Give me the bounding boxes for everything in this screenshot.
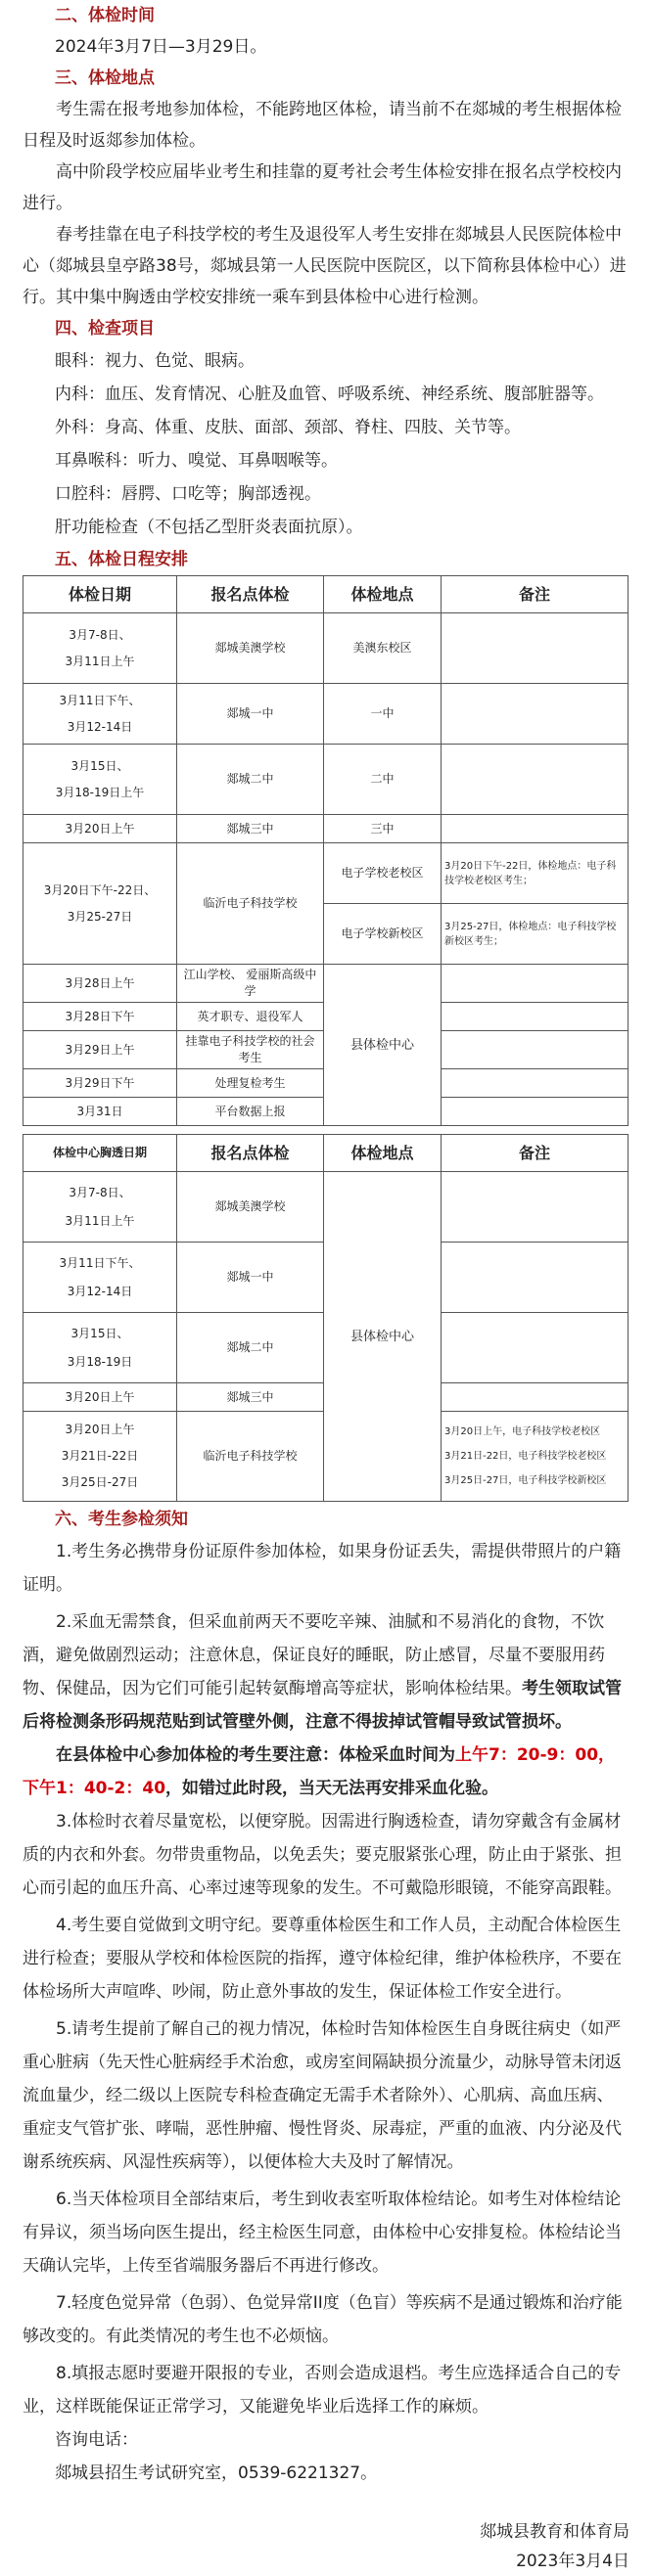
row-note (442, 815, 629, 843)
header-note: 备注 (442, 576, 629, 613)
section-title-schedule: 五、体检日程安排 (55, 550, 188, 569)
row-place: 电子学校老校区 (324, 843, 442, 904)
section-title-time: 二、体检时间 (55, 6, 155, 25)
location-paragraph-1: 考生需在报考地参加体检，不能跨地区体检，请当前不在郯城的考生根据体检日程及时返郯参加体检。 (23, 100, 622, 151)
row-note: 3月20日上午，电子科技学校老校区 3月21日-22日，电子科技学校老校区 3月25日-27日，电子科技学校新校区 (442, 1412, 629, 1502)
row-note (442, 1098, 629, 1126)
row-school: 郯城美澳学校 (177, 1172, 324, 1243)
row-date: 3月7-8日、 3月11日上午 (23, 613, 177, 684)
notice-8: 8.填报志愿时要避开限报的专业，否则会造成退档。考生应选择适合自己的专业，这样既能保证正常学习，又能避免毕业后选择工作的麻烦。 (23, 2364, 622, 2417)
footer-date: 2023年3月4日 (516, 2552, 629, 2571)
header-place: 体检地点 (324, 1135, 442, 1172)
row-place: 三中 (324, 815, 442, 843)
header-xray-date: 体检中心胸透日期 (23, 1135, 177, 1172)
row-date: 3月29日上午 (23, 1031, 177, 1069)
row-school: 郯城二中 (177, 1313, 324, 1383)
row-date: 3月11日下午、 3月12-14日 (23, 684, 177, 745)
table-row (23, 1172, 629, 1243)
notice-2-blood-time: 在县体检中心参加体检的考生要注意：体检采血时间为上午7：20-9：00，下午1：40-2：40，如错过此时段，当天无法再安排采血化验。 (23, 1745, 616, 1798)
table-row (23, 745, 629, 815)
table-row (23, 843, 629, 904)
row-date: 3月7-8日、 3月11日上午 (23, 1172, 177, 1243)
location-paragraph-2: 高中阶段学校应届毕业考生和挂靠的夏考社会考生体检安排在报名点学校校内进行。 (23, 162, 622, 213)
row-school: 郯城三中 (177, 1383, 324, 1412)
header-place: 体检地点 (324, 576, 442, 613)
row-school: 郯城二中 (177, 745, 324, 815)
notice-7: 7.轻度色觉异常（色弱）、色觉异常II度（色盲）等疾病不是通过锻炼和治疗能够改变的。有此类情况的考生也不必烦恼。 (23, 2293, 623, 2346)
section-title-location: 三、体检地点 (55, 68, 155, 88)
row-school: 处理复检考生 (177, 1069, 324, 1098)
row-date: 3月20日上午 (23, 1383, 177, 1412)
row-note (442, 1003, 629, 1031)
consult-phone: 郯城县招生考试研究室，0539-6221327。 (55, 2463, 378, 2483)
row-note (442, 965, 629, 1003)
row-place: 一中 (324, 684, 442, 745)
row-date: 3月11日下午、 3月12-14日 (23, 1243, 177, 1313)
row-date: 3月15日、 3月18-19日上午 (23, 745, 177, 815)
exam-time-text: 2024年3月7日—3月29日。 (55, 37, 267, 57)
header-note: 备注 (442, 1135, 629, 1172)
check-item-surgery: 外科：身高、体重、皮肤、面部、颈部、脊柱、四肢、关节等。 (55, 418, 521, 437)
notice-1: 1.考生务必携带身份证原件参加体检，如果身份证丢失，需提供带照片的户籍证明。 (23, 1542, 622, 1595)
row-date: 3月29日下午 (23, 1069, 177, 1098)
header-school: 报名点体检 (177, 576, 324, 613)
row-date: 3月31日 (23, 1098, 177, 1126)
row-place: 电子学校新校区 (324, 904, 442, 965)
notice-2: 2.采血无需禁食，但采血前两天不要吃辛辣、油腻和不易消化的食物，不饮酒，避免做剧烈运动；注意休息，保证良好的睡眠，防止感冒，尽量不要服用药物、保健品，因为它们可能引起转氨酶增高等症状，影响体检结果。考生领取试管后将检测条形码规范贴到试管壁外侧，注意不得拔掉试管帽导致试管损坏。 (23, 1612, 622, 1732)
row-date: 3月20日上午 3月21日-22日 3月25日-27日 (23, 1412, 177, 1502)
section-title-notice: 六、考生参检须知 (55, 1510, 188, 1529)
check-item-eye: 眼科：视力、色觉、眼病。 (55, 351, 255, 371)
row-place: 二中 (324, 745, 442, 815)
row-school: 江山学校、 爱丽斯高级中学 (177, 965, 324, 1003)
row-place-center: 县体检中心 (324, 1172, 442, 1502)
table-row (23, 684, 629, 745)
row-date: 3月28日下午 (23, 1003, 177, 1031)
footer-org: 郯城县教育和体育局 (480, 2522, 629, 2542)
row-school: 临沂电子科技学校 (177, 843, 324, 965)
check-item-liver: 肝功能检查（不包括乙型肝炎表面抗原）。 (55, 518, 363, 537)
location-paragraph-3: 春考挂靠在电子科技学校的考生及退役军人考生安排在郯城县人民医院体检中心（郯城县皇亭路38号，郯城县第一人民医院中医院区，以下简称县体检中心）进行。其中集中胸透由学校安排统一乘车到县体检中心进行检测。 (23, 225, 627, 307)
row-note (442, 1383, 629, 1412)
section-title-items: 四、检查项目 (55, 319, 155, 339)
row-note (442, 613, 629, 684)
row-date: 3月20日下午-22日、 3月25-27日 (23, 843, 177, 965)
check-item-oral: 口腔科：唇腭、口吃等；胸部透视。 (55, 484, 321, 504)
table-header-row (23, 1135, 629, 1172)
header-school: 报名点体检 (177, 1135, 324, 1172)
table-header-row (23, 576, 629, 613)
row-school: 郯城一中 (177, 1243, 324, 1313)
row-school: 挂靠电子科技学校的社会考生 (177, 1031, 324, 1069)
row-school: 临沂电子科技学校 (177, 1412, 324, 1502)
schedule-table (23, 575, 629, 1126)
row-date: 3月28日上午 (23, 965, 177, 1003)
row-place-center: 县体检中心 (324, 965, 442, 1126)
table-row (23, 815, 629, 843)
notice-5: 5.请考生提前了解自己的视力情况，体检时告知体检医生自身既往病史（如严重心脏病（先天性心脏病经手术治愈，或房室间隔缺损分流量少，动脉导管未闭返流血量少，经二级以上医院专科检查确定无需手术者除外）、心肌病、高血压病、重症支气管扩张、哮喘，恶性肿瘤、慢性肾炎、尿毒症，严重的血液、内分泌及代谢系统疾病、风湿性疾病等），以便体检大夫及时了解情况。 (23, 2019, 622, 2172)
table-row (23, 613, 629, 684)
row-note (442, 1313, 629, 1383)
row-note (442, 1031, 629, 1069)
consult-label: 咨询电话： (55, 2430, 138, 2450)
row-note: 3月25-27日，体检地点：电子科技学校新校区考生； (442, 904, 629, 965)
check-item-internal: 内科：血压、发育情况、心脏及血管、呼吸系统、神经系统、腹部脏器等。 (55, 384, 604, 404)
row-school: 郯城一中 (177, 684, 324, 745)
row-place: 美澳东校区 (324, 613, 442, 684)
row-school: 英才职专、退役军人 (177, 1003, 324, 1031)
row-note (442, 1069, 629, 1098)
row-note (442, 684, 629, 745)
row-note (442, 745, 629, 815)
row-school: 平台数据上报 (177, 1098, 324, 1126)
row-note (442, 1243, 629, 1313)
notice-3: 3.体检时衣着尽量宽松，以便穿脱。因需进行胸透检查，请勿穿戴含有金属材质的内衣和外套。勿带贵重物品，以免丢失；要克服紧张心理，防止由于紧张、担心而引起的血压升高、心率过速等现象的发生。不可戴隐形眼镜，不能穿高跟鞋。 (23, 1812, 622, 1898)
header-date: 体检日期 (23, 576, 177, 613)
row-date: 3月15日、 3月18-19日 (23, 1313, 177, 1383)
row-school: 郯城三中 (177, 815, 324, 843)
row-note (442, 1172, 629, 1243)
chest-xray-table (23, 1134, 629, 1502)
row-date: 3月20日上午 (23, 815, 177, 843)
check-item-ent: 耳鼻喉科：听力、嗅觉、耳鼻咽喉等。 (55, 451, 338, 471)
notice-4: 4.考生要自觉做到文明守纪。要尊重体检医生和工作人员，主动配合体检医生进行检查；要服从学校和体检医院的指挥，遵守体检纪律，维护体检秩序，不要在体检场所大声喧哗、吵闹，防止意外事故的发生，保证体检工作安全进行。 (23, 1916, 622, 2002)
table-row (23, 965, 629, 1003)
row-school: 郯城美澳学校 (177, 613, 324, 684)
row-note: 3月20日下午-22日，体检地点：电子科技学校老校区考生； (442, 843, 629, 904)
notice-6: 6.当天体检项目全部结束后，考生到收表室听取体检结论。如考生对体检结论有异议，须当场向医生提出，经主检医生同意，由体检中心安排复检。体检结论当天确认完毕，上传至省端服务器后不再进行修改。 (23, 2190, 622, 2276)
